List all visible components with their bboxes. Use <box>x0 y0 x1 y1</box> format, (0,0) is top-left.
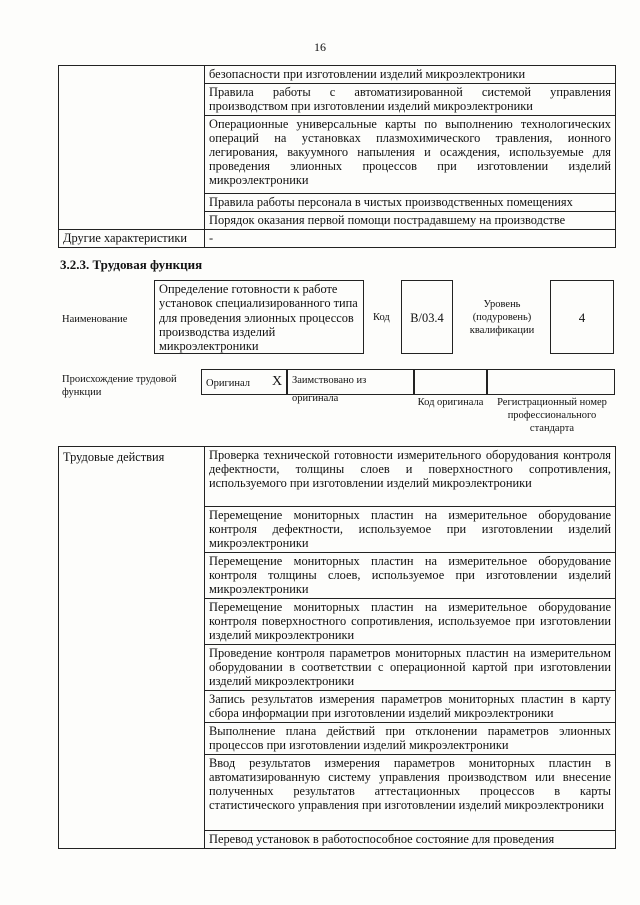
knowledge-row: Правила работы с автоматизированной системой управления производством при изготовлении изделий микроэлектроники <box>205 84 616 116</box>
knowledge-table <box>58 65 616 248</box>
labor-action-item: Перемещение мониторных пластин на измерительное оборудование контроля толщины слоев, используемое при изготовлении изделий микроэлектроники <box>205 553 616 599</box>
labor-action-item: Перемещение мониторных пластин на измерительное оборудование контроля дефектности, используемое при изготовлении изделий микроэлектроники <box>205 507 616 553</box>
knowledge-row: Правила работы персонала в чистых производственных помещениях <box>205 194 616 212</box>
labor-action-item: Проведение контроля параметров мониторных пластин на измерительном оборудовании в соответствии с операционной картой при изготовлении изделий микроэлектроники <box>205 645 616 691</box>
labor-actions-table <box>58 446 616 849</box>
code-value: B/03.4 <box>401 280 453 354</box>
labor-action-item: Ввод результатов измерения параметров мониторных пластин в автоматизированную систему управления производством или внесение полученных результатов аттестационных процессов в карты статистического управления при изготовлении изделий микроэлектроники <box>205 755 616 831</box>
labor-actions-label: Трудовые действия <box>59 447 205 849</box>
original-code-cell <box>414 369 487 395</box>
borrowed-label: Заимствовано из оригинала <box>292 375 367 404</box>
labor-action-item: Перевод установок в работоспособное состояние для проведения <box>205 831 616 849</box>
knowledge-row: Операционные универсальные карты по выполнению технологических операций на установках плазмохимического травления, ионного легирования, вакуумного напыления и осаждения, используемые для проведения элионных процессов при изготовлении изделий микроэлектроники <box>205 116 616 194</box>
knowledge-row: Порядок оказания первой помощи пострадавшему на производстве <box>205 212 616 230</box>
section-heading: 3.2.3. Трудовая функция <box>60 257 203 272</box>
labor-action-item: Проверка технической готовности измерительного оборудования контроля дефектности, толщины слоев и поверхностного сопротивления, используемого при изготовлении изделий микроэлектроники <box>205 447 616 507</box>
level-value: 4 <box>550 280 614 354</box>
borrowed-cell <box>287 369 414 404</box>
name-label: Наименование <box>62 314 128 325</box>
code-label: Код <box>373 312 390 323</box>
original-cell <box>201 369 287 395</box>
origin-label: Происхождение трудовой функции <box>62 374 177 398</box>
knowledge-row: безопасности при изготовлении изделий микроэлектроники <box>205 66 616 84</box>
labor-action-item: Перемещение мониторных пластин на измерительное оборудование контроля поверхностного сопротивления, используемое при изготовлении изделий микроэлектроники <box>205 599 616 645</box>
other-characteristics-value: - <box>205 230 616 248</box>
labor-action-item: Выполнение плана действий при отклонении параметров элионных процессов при изготовлении изделий микроэлектроники <box>205 723 616 755</box>
page-number: 16 <box>314 40 326 54</box>
registration-number-cell <box>487 369 615 395</box>
original-code-caption: Код оригинала <box>417 397 484 408</box>
registration-number-caption: Регистрационный номер профессионального стандарта <box>497 397 607 434</box>
level-label: Уровень (подуровень) квалификации <box>469 299 535 336</box>
original-label: Оригинал <box>206 378 250 389</box>
other-characteristics-label: Другие характеристики <box>59 230 205 248</box>
original-checkmark: X <box>272 374 283 389</box>
labor-action-item: Запись результатов измерения параметров мониторных пластин в карту сбора информации при изготовлении изделий микроэлектроники <box>205 691 616 723</box>
empty-label-cell <box>59 66 205 230</box>
function-name-box: Определение готовности к работе установок специализированного типа для проведения элионных процессов производства изделий микроэлектроники <box>154 280 364 354</box>
